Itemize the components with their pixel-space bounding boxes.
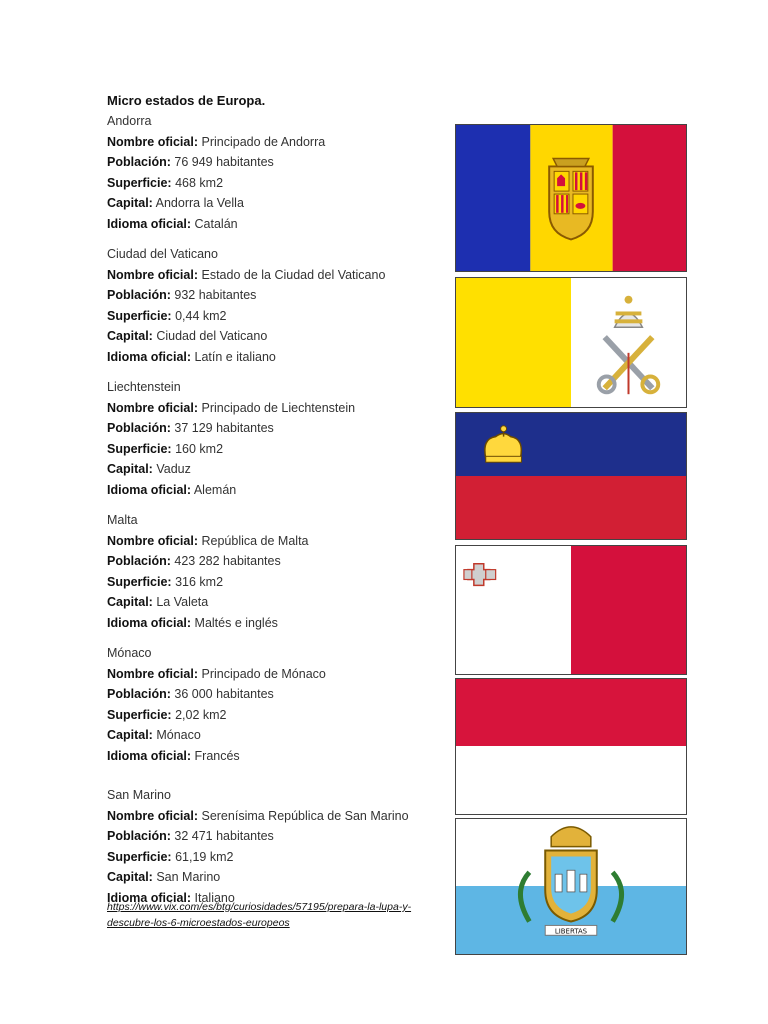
flag-field-yellow (456, 278, 571, 407)
label: Nombre oficial: (107, 533, 198, 548)
label: Idioma oficial: (107, 748, 192, 763)
value: Francés (194, 748, 240, 763)
label: Superficie: (107, 849, 172, 864)
flag-stripe-white (456, 746, 686, 814)
flag-field-red (571, 546, 686, 674)
label: Superficie: (107, 707, 172, 722)
country-block-monaco (107, 643, 437, 766)
value: 932 habitantes (174, 288, 257, 302)
label: Capital: (107, 870, 153, 884)
flag-liechtenstein (455, 412, 687, 540)
country-block-andorra (107, 111, 437, 234)
value: La Valeta (156, 595, 209, 609)
flag-stripe-blue (456, 125, 530, 271)
value: 423 282 habitantes (174, 554, 281, 568)
flag-san-marino (455, 818, 687, 955)
capital-row (107, 459, 437, 480)
value: Italiano (194, 890, 235, 905)
value: Serenísima República de San Marino (201, 808, 409, 823)
value: Alemán (193, 482, 237, 497)
label: Nombre oficial: (107, 666, 198, 681)
value: 2,02 km2 (175, 707, 227, 722)
flag-stripe-red (456, 679, 686, 746)
language-row (107, 347, 437, 368)
label: Nombre oficial: (107, 267, 198, 282)
label: Capital: (107, 196, 153, 210)
label: Capital: (107, 329, 153, 343)
country-block-malta (107, 510, 437, 633)
population-row (107, 285, 437, 306)
label: Superficie: (107, 441, 172, 456)
label: Capital: (107, 728, 153, 742)
language-row (107, 214, 437, 235)
flag-monaco (455, 678, 687, 815)
label: Idioma oficial: (107, 216, 192, 231)
area-row (107, 173, 437, 194)
value: Mónaco (156, 728, 201, 742)
flag-vatican (455, 277, 687, 408)
value: 61,19 km2 (175, 849, 234, 864)
value: 37 129 habitantes (174, 421, 274, 435)
value: 36 000 habitantes (174, 687, 274, 701)
official-name-row (107, 806, 437, 827)
capital-row (107, 725, 437, 746)
flag-malta (455, 545, 687, 675)
flag-stripe-red (613, 125, 686, 271)
label: Superficie: (107, 308, 172, 323)
capital-row (107, 592, 437, 613)
official-name-row (107, 398, 437, 419)
value: Ciudad del Vaticano (156, 329, 268, 343)
value: Latín e italiano (194, 349, 276, 364)
language-row (107, 480, 437, 501)
country-name: Andorra (107, 114, 152, 128)
label: Idioma oficial: (107, 349, 192, 364)
label: Población: (107, 288, 171, 302)
label: Superficie: (107, 175, 172, 190)
population-row (107, 684, 437, 705)
label: Nombre oficial: (107, 134, 198, 149)
value: 160 km2 (175, 441, 224, 456)
area-row (107, 306, 437, 327)
language-row (107, 746, 437, 767)
flag-andorra (455, 124, 687, 272)
country-name: Malta (107, 513, 138, 527)
value: República de Malta (201, 533, 309, 548)
value: 32 471 habitantes (174, 829, 274, 843)
label: Población: (107, 155, 171, 169)
population-row (107, 418, 437, 439)
value: 316 km2 (175, 574, 224, 589)
capital-row (107, 193, 437, 214)
area-row (107, 847, 437, 868)
country-name: San Marino (107, 788, 171, 802)
label: Población: (107, 421, 171, 435)
population-row (107, 152, 437, 173)
language-row (107, 613, 437, 634)
value: Maltés e inglés (194, 615, 278, 630)
label: Nombre oficial: (107, 808, 198, 823)
capital-row (107, 326, 437, 347)
label: Población: (107, 687, 171, 701)
label: Población: (107, 554, 171, 568)
libertas-motto: LIBERTAS (554, 927, 588, 936)
document-title: Micro estados de Europa. (107, 93, 266, 108)
value: Andorra la Vella (155, 196, 244, 210)
official-name-row (107, 531, 437, 552)
value: 0,44 km2 (175, 308, 227, 323)
capital-row (107, 867, 437, 888)
andorra-coat-of-arms-icon (549, 159, 593, 240)
area-row (107, 705, 437, 726)
value: Principado de Liechtenstein (201, 400, 356, 415)
source-link[interactable]: https://www.vix.com/es/btg/curiosidades/57195/prepara-la-lupa-y-descubre-los-6-microestados-europeos (107, 901, 412, 929)
value: 76 949 habitantes (174, 155, 274, 169)
country-name: Ciudad del Vaticano (107, 247, 218, 261)
official-name-row (107, 664, 437, 685)
official-name-row (107, 265, 437, 286)
value: San Marino (156, 870, 221, 884)
value: Estado de la Ciudad del Vaticano (201, 267, 386, 282)
country-block-san-marino (107, 785, 437, 908)
official-name-row (107, 132, 437, 153)
label: Nombre oficial: (107, 400, 198, 415)
country-name: Mónaco (107, 646, 152, 660)
population-row (107, 826, 437, 847)
area-row (107, 439, 437, 460)
label: Capital: (107, 595, 153, 609)
country-block-liechtenstein (107, 377, 437, 500)
area-row (107, 572, 437, 593)
label: Superficie: (107, 574, 172, 589)
label: Población: (107, 829, 171, 843)
value: 468 km2 (175, 175, 224, 190)
value: Principado de Andorra (201, 134, 326, 149)
label: Idioma oficial: (107, 615, 192, 630)
population-row (107, 551, 437, 572)
value: Catalán (194, 216, 238, 231)
flag-stripe-red (456, 476, 686, 539)
label: Idioma oficial: (107, 482, 192, 497)
label: Idioma oficial: (107, 890, 192, 905)
label: Capital: (107, 462, 153, 476)
country-name: Liechtenstein (107, 380, 181, 394)
country-block-vatican (107, 244, 437, 367)
value: Vaduz (156, 462, 191, 476)
value: Principado de Mónaco (201, 666, 326, 681)
